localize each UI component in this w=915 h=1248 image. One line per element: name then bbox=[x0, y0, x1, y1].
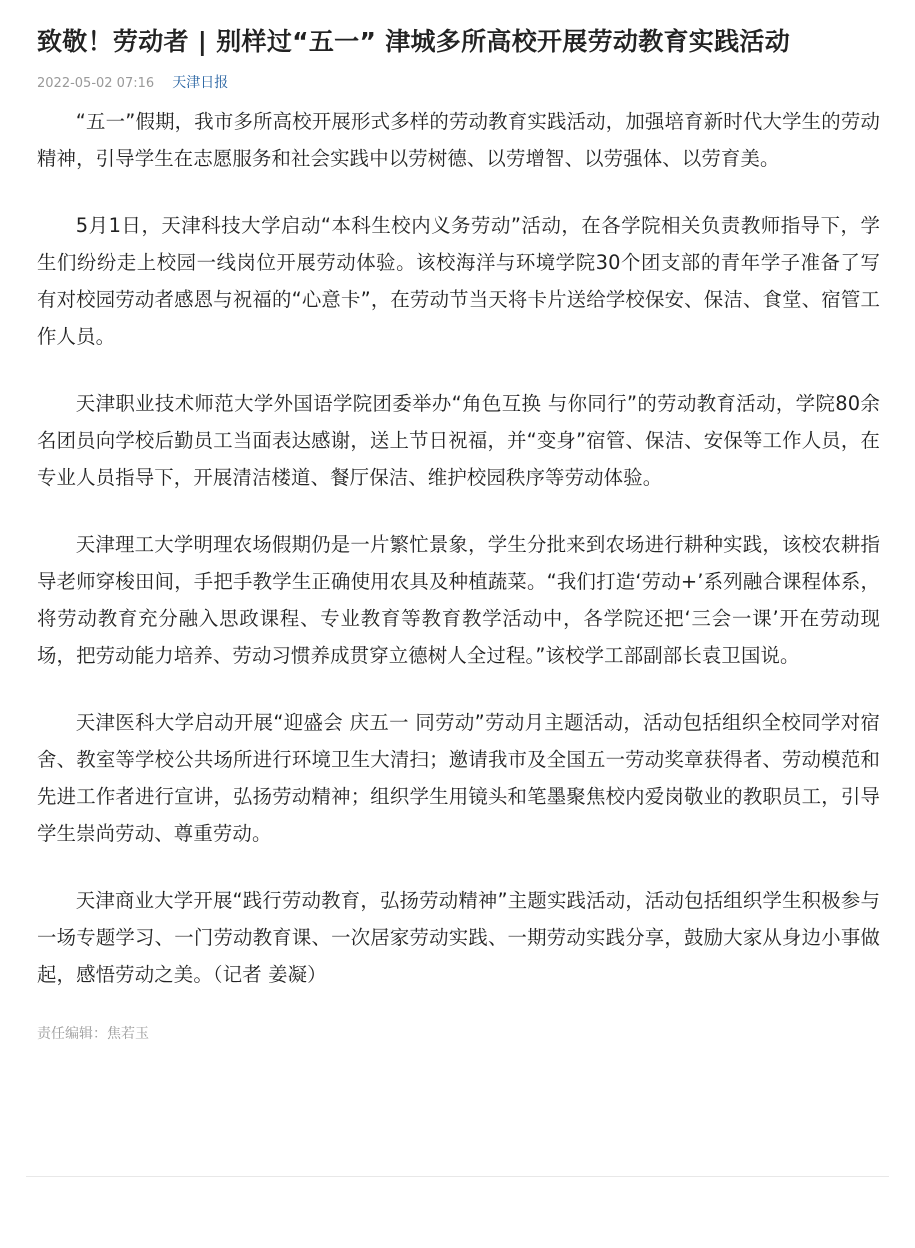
editor-label: 责任编辑： bbox=[37, 1026, 107, 1042]
paragraph: 5月1日，天津科技大学启动“本科生校内义务劳动”活动，在各学院相关负责教师指导下，学生们纷纷走上校园一线岗位开展劳动体验。该校海洋与环境学院30个团支部的青年学子准备了写有对校园劳动者感恩与祝福的“心意卡”，在劳动节当天将卡片送给学校保安、保洁、食堂、宿管工作人员。 bbox=[37, 214, 880, 348]
footer-divider bbox=[26, 1176, 889, 1177]
paragraph: 天津职业技术师范大学外国语学院团委举办“角色互换 与你同行”的劳动教育活动，学院80余名团员向学校后勤员工当面表达感谢，送上节日祝福，并“变身”宿管、保洁、安保等工作人员，在专业人员指导下，开展清洁楼道、餐厅保洁、维护校园秩序等劳动体验。 bbox=[37, 392, 880, 489]
source-link[interactable]: 天津日报 bbox=[172, 75, 229, 91]
paragraph: 天津理工大学明理农场假期仍是一片繁忙景象，学生分批来到农场进行耕种实践，该校农耕指导老师穿梭田间，手把手教学生正确使用农具及种植蔬菜。“我们打造‘劳动+’系列融合课程体系，将劳动教育充分融入思政课程、专业教育等教育教学活动中，各学院还把‘三会一课’开在劳动现场，把劳动能力培养、劳动习惯养成贯穿立德树人全过程。”该校学工部副部长袁卫国说。 bbox=[37, 533, 880, 667]
editor-name: 焦若玉 bbox=[107, 1026, 149, 1042]
paragraph: “五一”假期，我市多所高校开展形式多样的劳动教育实践活动，加强培育新时代大学生的劳动精神，引导学生在志愿服务和社会实践中以劳树德、以劳增智、以劳强体、以劳育美。 bbox=[37, 110, 880, 170]
paragraph: 天津商业大学开展“践行劳动教育，弘扬劳动精神”主题实践活动，活动包括组织学生积极参与一场专题学习、一门劳动教育课、一次居家劳动实践、一期劳动实践分享，鼓励大家从身边小事做起，感悟劳动之美。（记者 姜凝） bbox=[37, 889, 880, 986]
paragraph: 天津医科大学启动开展“迎盛会 庆五一 同劳动”劳动月主题活动，活动包括组织全校同学对宿舍、教室等学校公共场所进行环境卫生大清扫；邀请我市及全国五一劳动奖章获得者、劳动模范和先进工作者进行宣讲，弘扬劳动精神；组织学生用镜头和笔墨聚焦校内爱岗敬业的教职员工，引导学生崇尚劳动、尊重劳动。 bbox=[37, 711, 880, 845]
responsible-editor bbox=[37, 1023, 880, 1045]
article-title: 致敬！劳动者 | 别样过“五一” 津城多所高校开展劳动教育实践活动 bbox=[37, 27, 791, 56]
article bbox=[37, 0, 880, 1045]
publish-date: 2022-05-02 07:16 bbox=[37, 76, 155, 91]
article-body bbox=[37, 103, 880, 993]
article-meta bbox=[37, 72, 880, 94]
